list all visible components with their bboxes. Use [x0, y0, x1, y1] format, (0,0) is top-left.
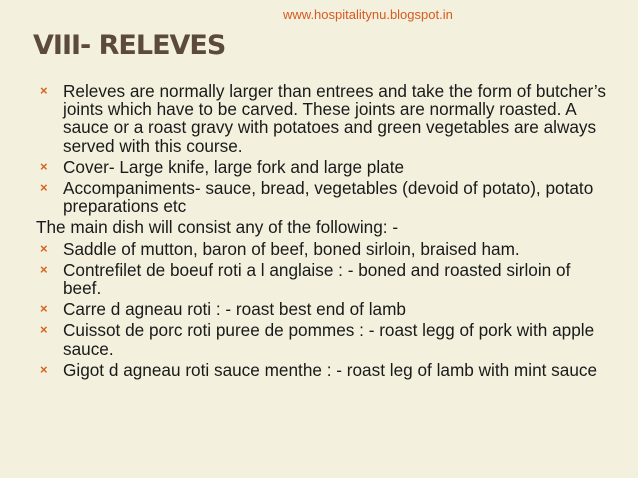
bullet-x-icon: × — [40, 322, 48, 338]
list-item-text: Carre d agneau roti : - roast best end of lamb — [63, 299, 406, 320]
slide-title: VIII- RELEVES — [33, 30, 226, 61]
list-item-text: Accompaniments- sauce, bread, vegetables (devoid of potato), potato preparations etc — [63, 178, 594, 217]
watermark-url: www.hospitalitynu.blogspot.in — [283, 7, 453, 22]
list-item-text: Cuissot de porc roti puree de pommes : - roast legg of pork with apple sauce. — [63, 320, 595, 359]
list-item — [38, 82, 613, 155]
bullet-x-icon: × — [40, 158, 48, 174]
list-item — [38, 158, 613, 176]
content-list — [38, 82, 613, 382]
bullet-x-icon: × — [40, 180, 48, 196]
bullet-x-icon: × — [40, 361, 48, 377]
list-item — [38, 361, 613, 379]
list-item — [38, 300, 613, 318]
list-item — [38, 179, 613, 215]
bullet-x-icon: × — [40, 261, 48, 277]
list-item — [38, 261, 613, 297]
list-item — [38, 321, 613, 357]
section-intro-text: The main dish will consist any of the following: - — [36, 217, 399, 238]
list-item — [38, 240, 613, 258]
bullet-x-icon: × — [40, 301, 48, 317]
bullet-x-icon: × — [40, 240, 48, 256]
list-item-text: Cover- Large knife, large fork and large plate — [63, 156, 405, 177]
list-item-text: Contrefilet de boeuf roti a l anglaise : - boned and roasted sirloin of beef. — [63, 259, 571, 299]
list-item-text: Saddle of mutton, baron of beef, boned sirloin, braised ham. — [63, 238, 520, 259]
list-item-text: Gigot d agneau roti sauce menthe : - roast leg of lamb with mint sauce — [63, 359, 598, 380]
bullet-x-icon: × — [40, 83, 48, 98]
section-intro — [36, 218, 613, 236]
list-item-text: Releves are normally larger than entrees and take the form of butcher’s joints which have to be carved. These joints are normally roasted. A sauce or a roast gravy with potatoes and green vegetables are always served with this course. — [63, 81, 606, 156]
